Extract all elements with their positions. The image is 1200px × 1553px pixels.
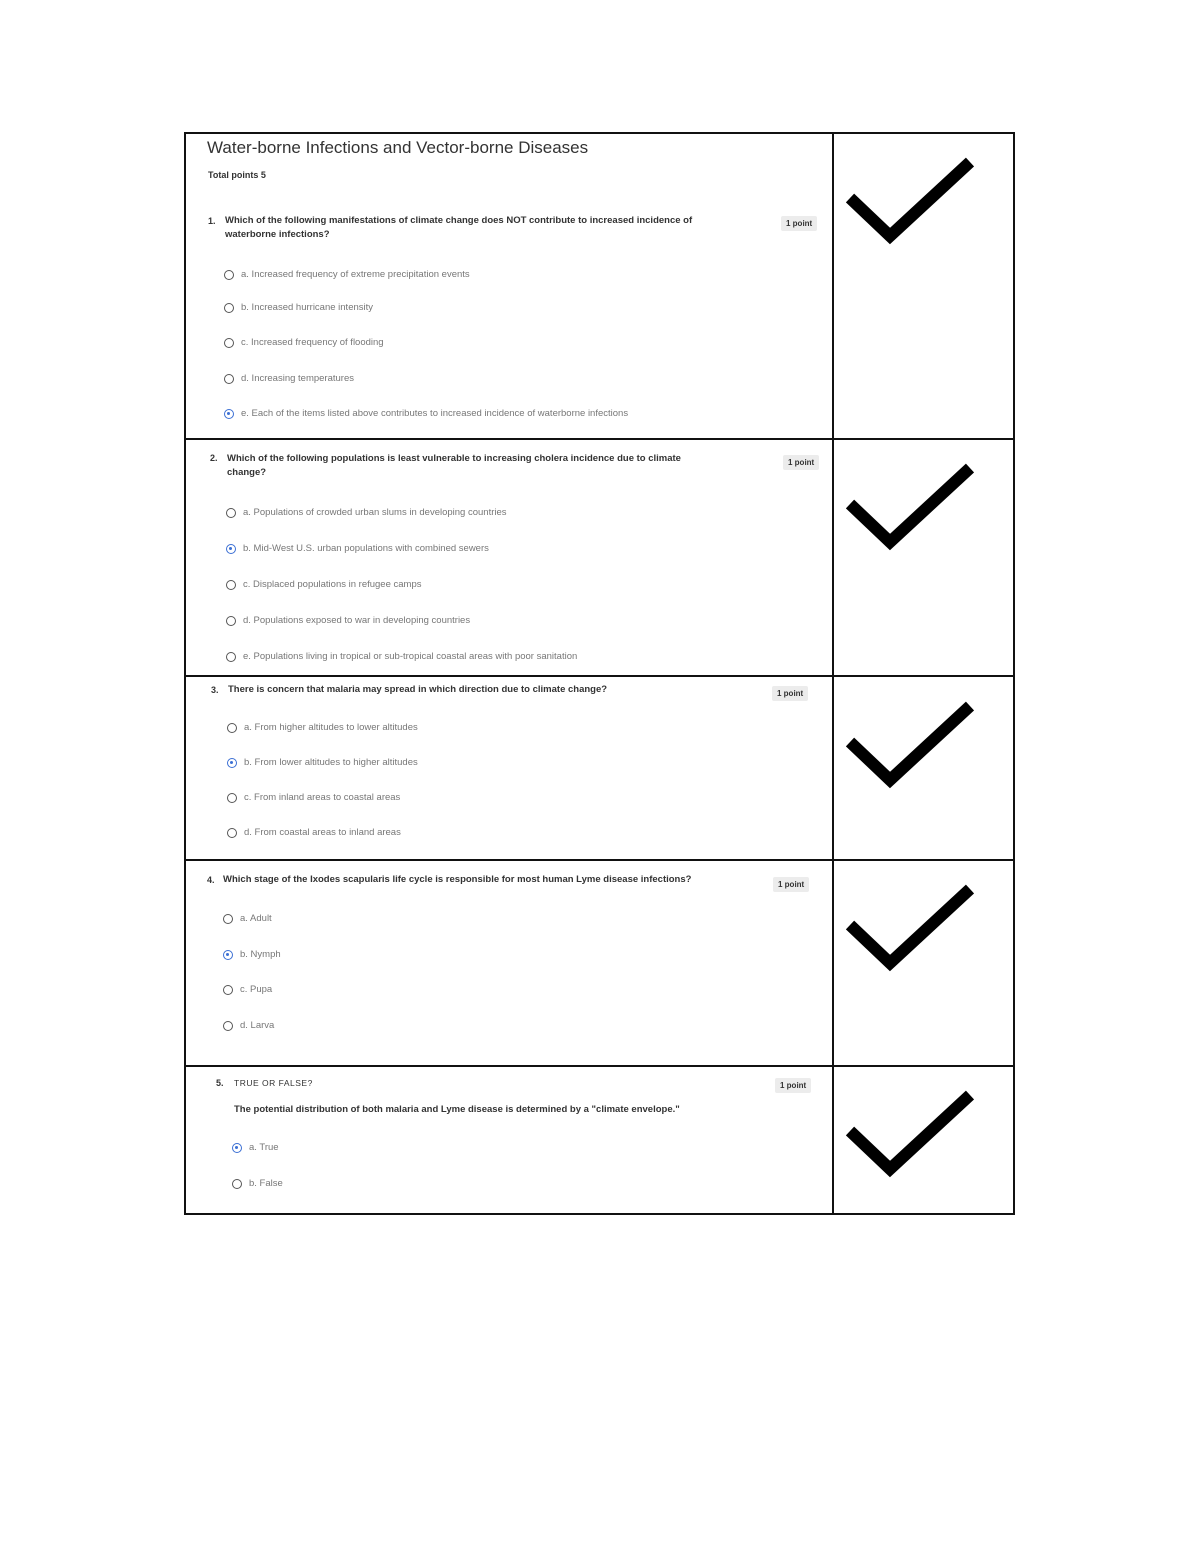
total-points: Total points 5: [208, 170, 266, 180]
option-label: b. Mid-West U.S. urban populations with combined sewers: [243, 543, 489, 554]
radio-button[interactable]: [223, 914, 233, 924]
answer-option[interactable]: [226, 579, 422, 590]
radio-button[interactable]: [224, 303, 234, 313]
radio-button[interactable]: [224, 338, 234, 348]
question-number: 1.: [208, 216, 216, 226]
checkmark-icon: [846, 700, 974, 792]
radio-button[interactable]: [224, 374, 234, 384]
radio-button[interactable]: [226, 508, 236, 518]
question-text: Which of the following populations is least vulnerable to increasing cholera incidence due to climate change?: [227, 453, 681, 478]
option-label: a. Increased frequency of extreme precipitation events: [241, 269, 470, 280]
option-label: d. Populations exposed to war in developing countries: [243, 615, 471, 626]
answer-option[interactable]: [232, 1142, 279, 1153]
answer-option[interactable]: [223, 1020, 274, 1031]
radio-button-selected[interactable]: [224, 409, 234, 419]
option-label: b. False: [249, 1178, 283, 1189]
checkmark-icon: [846, 462, 974, 554]
answer-option[interactable]: [226, 651, 577, 662]
checkmark-icon: [846, 156, 974, 248]
answer-option[interactable]: [224, 408, 628, 419]
checkmark-icon: [846, 1089, 974, 1181]
answer-option[interactable]: [223, 984, 272, 995]
radio-button[interactable]: [227, 828, 237, 838]
answer-option[interactable]: [224, 373, 354, 384]
option-label: b. From lower altitudes to higher altitudes: [244, 757, 418, 768]
radio-button[interactable]: [223, 985, 233, 995]
option-label: d. Larva: [240, 1020, 275, 1031]
points-badge: 1 point: [773, 877, 809, 892]
answer-option[interactable]: [224, 302, 373, 313]
question-text: There is concern that malaria may spread in which direction due to climate change?: [228, 684, 608, 695]
answer-option[interactable]: [227, 827, 401, 838]
answer-option[interactable]: [227, 722, 418, 733]
option-label: a. True: [249, 1142, 279, 1153]
option-label: b. Nymph: [240, 949, 281, 960]
option-label: d. Increasing temperatures: [241, 373, 355, 384]
option-label: c. From inland areas to coastal areas: [244, 792, 401, 803]
question-number: 3.: [211, 685, 219, 695]
question-text: The potential distribution of both malaria and Lyme disease is determined by a "climate envelope.": [234, 1104, 680, 1115]
answer-option[interactable]: [223, 949, 281, 960]
radio-button[interactable]: [232, 1179, 242, 1189]
points-badge: 1 point: [772, 686, 808, 701]
question-text: Which stage of the Ixodes scapularis life cycle is responsible for most human Lyme disease infections?: [223, 874, 692, 885]
question-number: 4.: [207, 875, 215, 885]
points-badge: 1 point: [783, 455, 819, 470]
option-label: c. Pupa: [240, 984, 273, 995]
option-label: a. Populations of crowded urban slums in developing countries: [243, 507, 507, 518]
question-type: TRUE OR FALSE?: [234, 1078, 313, 1088]
radio-button[interactable]: [226, 616, 236, 626]
radio-button[interactable]: [224, 270, 234, 280]
radio-button[interactable]: [223, 1021, 233, 1031]
radio-button[interactable]: [226, 580, 236, 590]
option-label: c. Increased frequency of flooding: [241, 337, 384, 348]
question-text: Which of the following manifestations of climate change does NOT contribute to increased incidence of waterborne infections?: [225, 215, 693, 240]
quiz-table: [184, 132, 1015, 1215]
answer-option[interactable]: [224, 269, 470, 280]
radio-button[interactable]: [227, 723, 237, 733]
radio-button-selected[interactable]: [226, 544, 236, 554]
option-label: a. Adult: [240, 913, 272, 924]
answer-option[interactable]: [227, 792, 400, 803]
radio-button-selected[interactable]: [232, 1143, 242, 1153]
radio-button-selected[interactable]: [223, 950, 233, 960]
answer-option[interactable]: [232, 1178, 283, 1189]
option-label: e. Populations living in tropical or sub-tropical coastal areas with poor sanitation: [243, 651, 578, 662]
answer-option[interactable]: [224, 337, 384, 348]
answer-option[interactable]: [226, 543, 489, 554]
radio-button[interactable]: [227, 793, 237, 803]
points-badge: 1 point: [775, 1078, 811, 1093]
answer-option[interactable]: [223, 913, 272, 924]
option-label: e. Each of the items listed above contributes to increased incidence of waterborne infections: [241, 408, 629, 419]
question-number: 5.: [216, 1078, 224, 1088]
points-badge: 1 point: [781, 216, 817, 231]
radio-button[interactable]: [226, 652, 236, 662]
option-label: b. Increased hurricane intensity: [241, 302, 374, 313]
answer-option[interactable]: [226, 615, 470, 626]
question-number: 2.: [210, 453, 218, 463]
answer-option[interactable]: [226, 507, 507, 518]
checkmark-icon: [846, 883, 974, 975]
option-label: d. From coastal areas to inland areas: [244, 827, 401, 838]
option-label: a. From higher altitudes to lower altitudes: [244, 722, 418, 733]
answer-option[interactable]: [227, 757, 418, 768]
quiz-title: Water-borne Infections and Vector-borne Diseases: [207, 138, 589, 157]
option-label: c. Displaced populations in refugee camps: [243, 579, 422, 590]
radio-button-selected[interactable]: [227, 758, 237, 768]
